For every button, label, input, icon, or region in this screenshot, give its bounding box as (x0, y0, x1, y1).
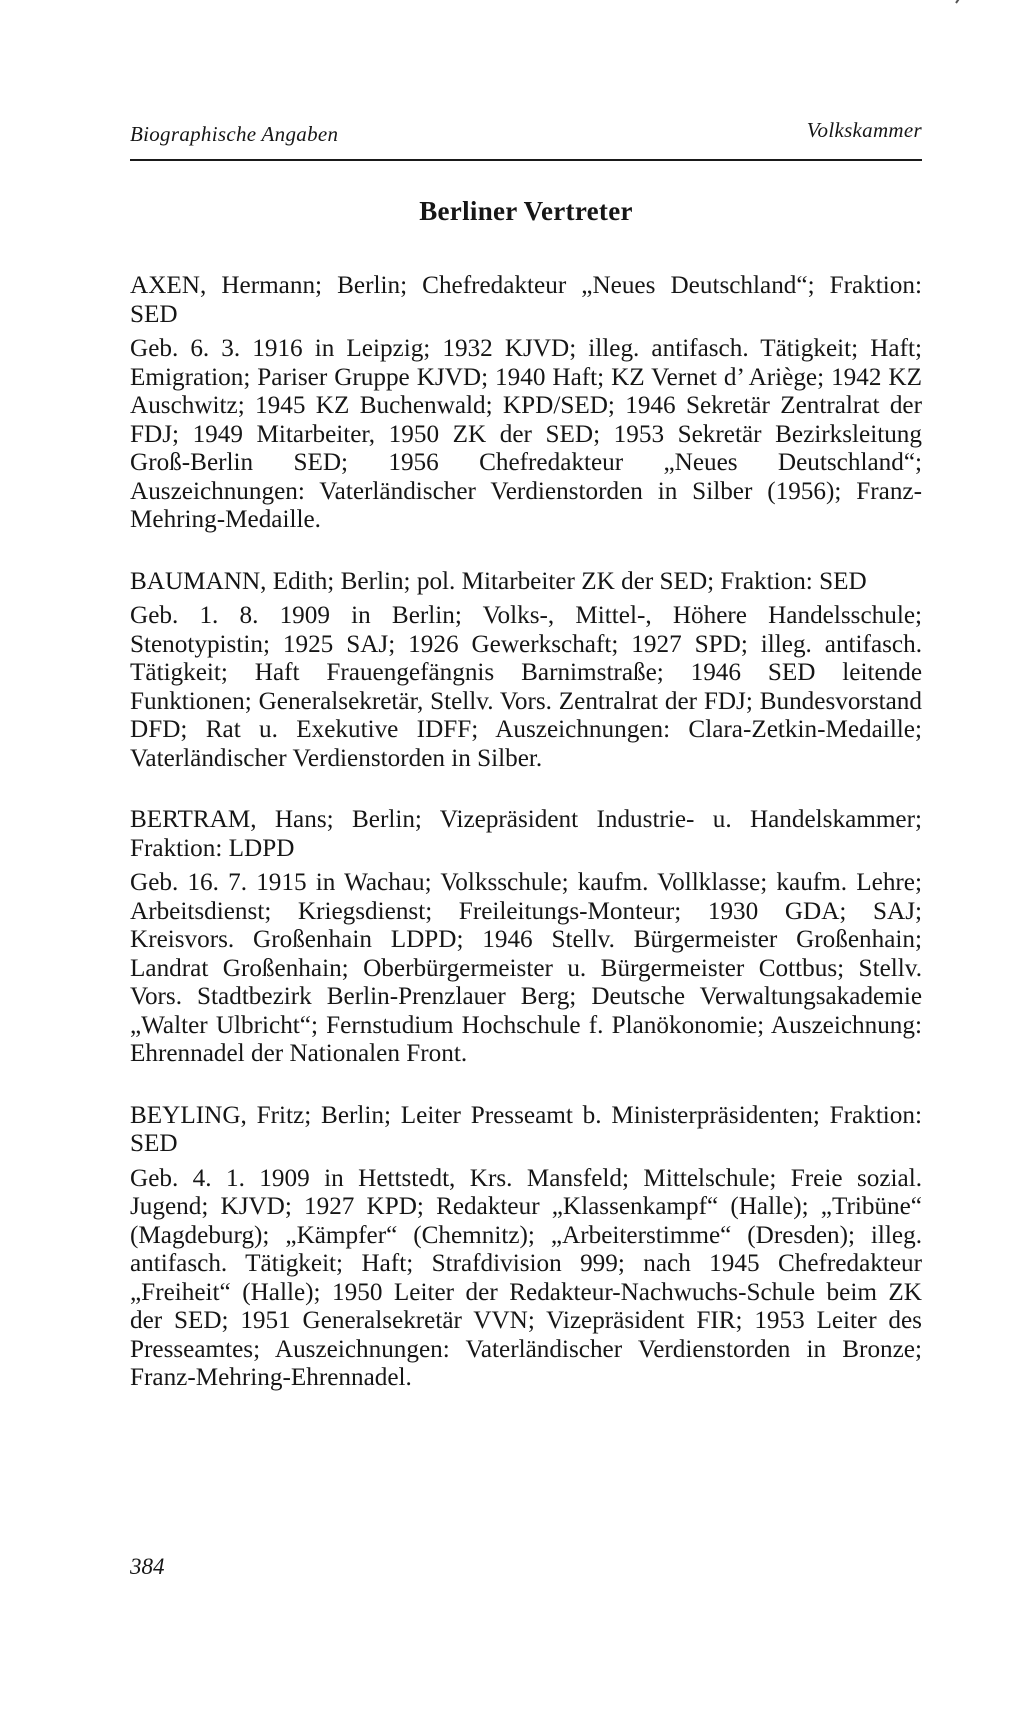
entry-heading: AXEN, Hermann; Berlin; Chefredakteur „Neues Deutschland“; Fraktion: SED (130, 272, 922, 328)
biography-entry-beyling (130, 1102, 922, 1393)
entry-heading: BEYLING, Fritz; Berlin; Leiter Presseamt b. Ministerpräsidenten; Fraktion: SED (130, 1101, 922, 1157)
running-head-left: Biographische Angaben (130, 122, 339, 146)
scan-mark (955, 0, 965, 4)
entry-body: Geb. 6. 3. 1916 in Leipzig; 1932 KJVD; illeg. antifasch. Tätigkeit; Haft; Emigration; Pariser Gruppe KJVD; 1940 Haft; KZ Vernet d’ Ariège; 1942 KZ Auschwitz; 1945 KZ Buchenwald; KPD/SED; 1946 Sekretär Zentralrat der FDJ; 1949 Mitarbeiter, 1950 ZK der SED; 1953 Sekretär Bezirksleitung Groß-Berlin SED; 1956 Chefredakteur „Neues Deutschland“; Auszeichnungen: Vaterländischer Verdienstorden in Silber (1956); Franz-Mehring-Medaille. (130, 335, 922, 533)
page-number: 384 (130, 1554, 165, 1579)
entry-body: Geb. 1. 8. 1909 in Berlin; Volks-, Mittel-, Höhere Handelsschule; Stenotypistin; 1925 SAJ; 1926 Gewerkschaft; 1927 SPD; illeg. antifasch. Tätigkeit; Haft Frauengefängnis Barnimstraße; 1946 SED leitende Funktionen; Generalsekretär, Stellv. Vors. Zentralrat der FDJ; Bundesvorstand DFD; Rat u. Exekutive IDFF; Auszeichnungen: Clara-Zetkin-Medaille; Vaterländischer Verdienstorden in Silber. (130, 602, 922, 772)
entry-heading: BERTRAM, Hans; Berlin; Vizepräsident Industrie- u. Handelskammer; Fraktion: LDPD (130, 806, 922, 862)
biography-entry-axen (130, 272, 922, 535)
entry-body: Geb. 4. 1. 1909 in Hettstedt, Krs. Mansfeld; Mittelschule; Freie sozial. Jugend; KJVD; 1927 KPD; Redakteur „Klassenkampf“ (Halle); „Tribüne“ (Magdeburg); „Kämpfer“ (Chemnitz); „Arbeiterstimme“ (Dresden); illeg. antifasch. Tätigkeit; Haft; Strafdivision 999; nach 1945 Chefredakteur „Freiheit“ (Halle); 1950 Leiter der Redakteur-Nachwuchs-Schule beim ZK der SED; 1951 Generalsekretär VVN; Vizepräsident FIR; 1953 Leiter des Presseamtes; Auszeichnungen: Vaterländischer Verdienstorden in Bronze; Franz-Mehring-Ehrennadel. (130, 1164, 922, 1391)
biography-entry-baumann (130, 568, 922, 774)
biography-entry-bertram (130, 806, 922, 1069)
entry-heading: BAUMANN, Edith; Berlin; pol. Mitarbeiter ZK der SED; Fraktion: SED (130, 567, 867, 595)
biography-list (130, 272, 922, 1426)
section-title: Berliner Vertreter (419, 196, 633, 226)
running-header (130, 118, 922, 150)
running-head-right: Volkskammer (806, 118, 922, 142)
header-rule (130, 159, 922, 161)
entry-body: Geb. 16. 7. 1915 in Wachau; Volksschule; kaufm. Vollklasse; kaufm. Lehre; Arbeitsdienst; Kriegsdienst; Freileitungs-Monteur; 1930 GDA; SAJ; Kreisvors. Großenhain LDPD; 1946 Stellv. Bürgermeister Großenhain; Landrat Großenhain; Oberbürgermeister u. Bürgermeister Cottbus; Stellv. Vors. Stadtbezirk Berlin-Prenzlauer Berg; Deutsche Verwaltungsakademie „Walter Ulbricht“; Fernstudium Hochschule f. Planökonomie; Auszeichnung: Ehrennadel der Nationalen Front. (130, 869, 922, 1067)
